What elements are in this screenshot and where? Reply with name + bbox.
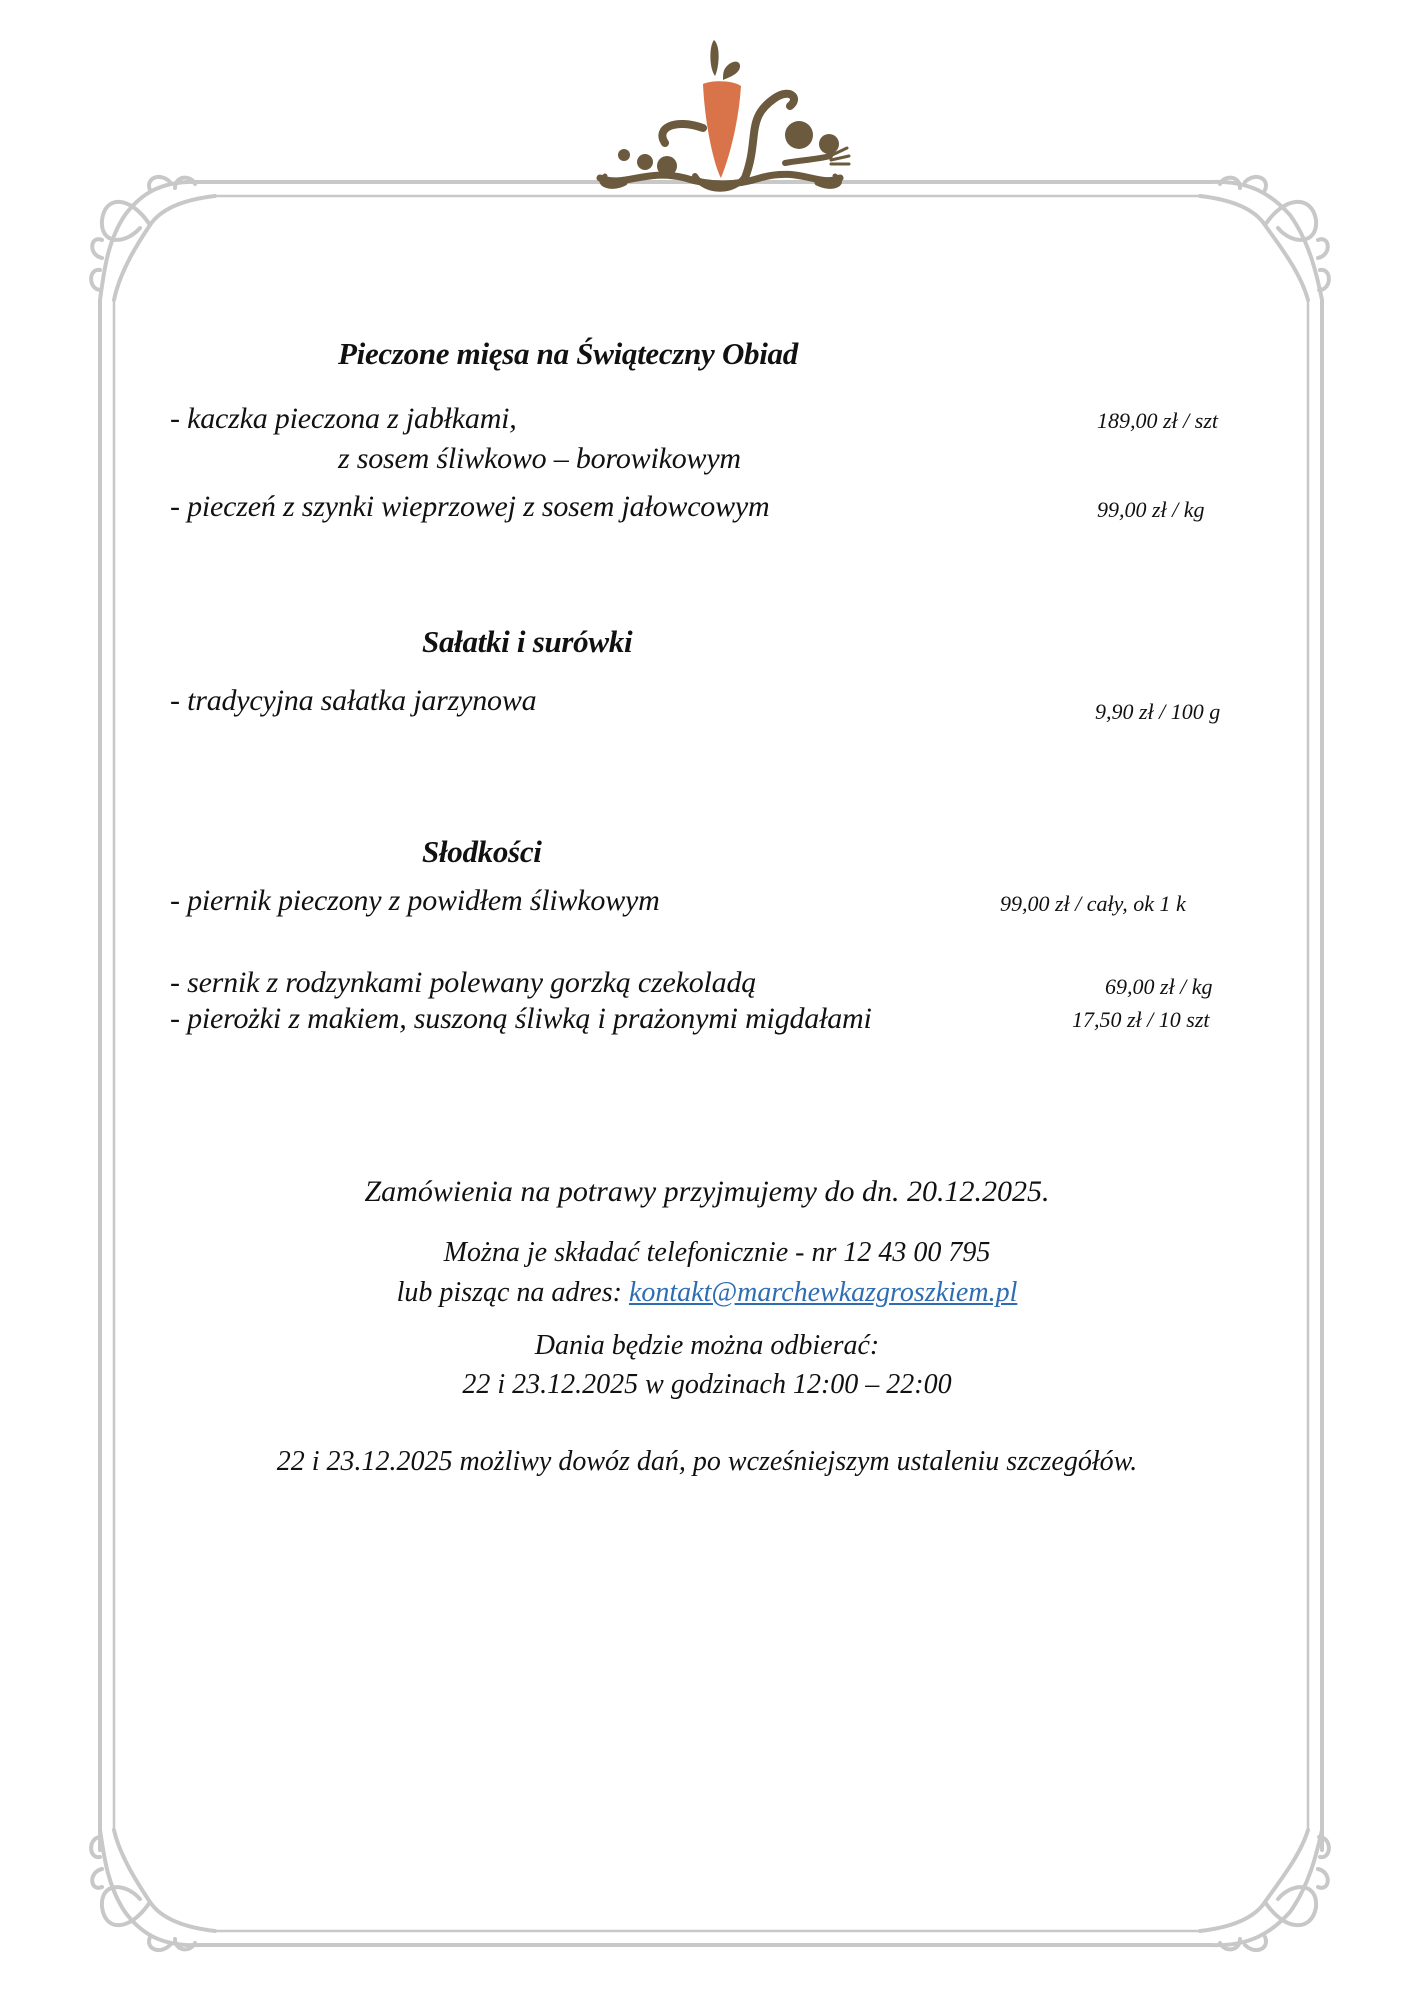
price-pierogi: 17,50 zł / 10 szt bbox=[1072, 1007, 1210, 1032]
menu-item-duck-sauce: z sosem śliwkowo – borowikowym bbox=[338, 442, 741, 475]
price-pork-roast: 99,00 zł / kg bbox=[1097, 497, 1205, 522]
price-vegetable-salad: 9,90 zł / 100 g bbox=[1095, 699, 1221, 724]
menu-item-vegetable-salad: - tradycyjna sałatka jarzynowa bbox=[170, 684, 537, 717]
carrot-fork-ornament-icon bbox=[585, 28, 855, 198]
section-heading-sweets: Słodkości bbox=[422, 834, 542, 869]
menu-item-duck: - kaczka pieczona z jabłkami, bbox=[170, 402, 517, 435]
email-link[interactable]: kontakt@marchewkazgroszkiem.pl bbox=[628, 1277, 1018, 1308]
section-heading-salads: Sałatki i surówki bbox=[422, 624, 633, 659]
menu-item-cheesecake: - sernik z rodzynkami polewany gorzką czekoladą bbox=[170, 966, 757, 999]
menu-item-pork-roast: - pieczeń z szynki wieprzowej z sosem jałowcowym bbox=[170, 490, 770, 523]
delivery-note: 22 i 23.12.2025 możliwy dowóz dań, po wcześniejszym ustaleniu szczegółów. bbox=[276, 1446, 1138, 1477]
menu-item-pierogi: - pierożki z makiem, suszoną śliwką i prażonymi migdałami bbox=[170, 1002, 872, 1035]
price-duck: 189,00 zł / szt bbox=[1097, 408, 1219, 433]
email-order-line bbox=[0, 1277, 1414, 1309]
email-prefix: lub pisząc na adres: bbox=[396, 1277, 629, 1308]
price-gingerbread: 99,00 zł / cały, ok 1 k bbox=[1000, 891, 1186, 916]
section-heading-roasts: Pieczone mięsa na Świąteczny Obiad bbox=[338, 336, 798, 371]
price-cheesecake: 69,00 zł / kg bbox=[1105, 974, 1213, 999]
order-deadline: Zamówienia na potrawy przyjmujemy do dn. 20.12.2025. bbox=[364, 1175, 1050, 1208]
phone-order-line: Można je składać telefonicznie - nr 12 43 00 795 bbox=[443, 1237, 991, 1268]
pickup-label: Dania będzie można odbierać: bbox=[534, 1330, 880, 1361]
menu-item-gingerbread: - piernik pieczony z powidłem śliwkowym bbox=[170, 884, 660, 917]
pickup-time: 22 i 23.12.2025 w godzinach 12:00 – 22:00 bbox=[462, 1369, 952, 1400]
